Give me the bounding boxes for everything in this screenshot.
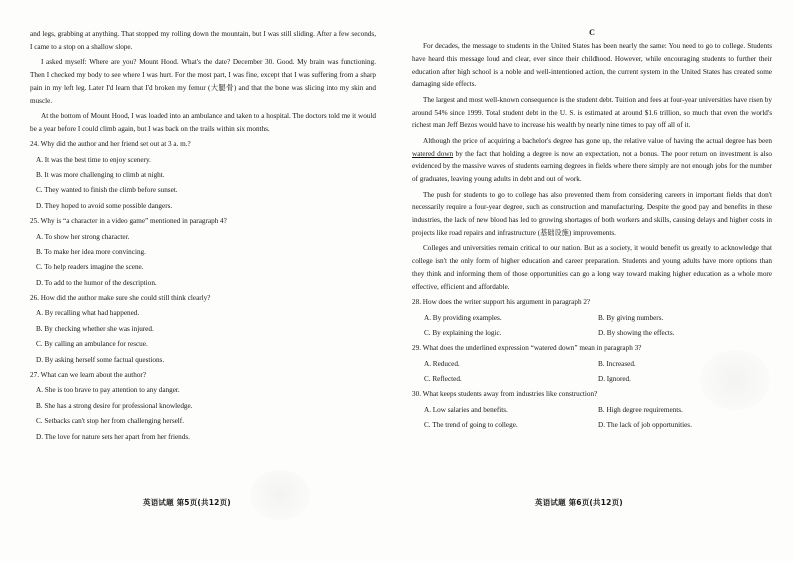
answer-option: A. Reduced. <box>424 359 460 368</box>
answer-option: C. To help readers imagine the scene. <box>36 263 144 272</box>
answer-option: A. It was the best time to enjoy scenery. <box>36 155 151 164</box>
question-stem: 26. How did the author make sure she could still think clearly? <box>30 294 211 303</box>
answer-options-row <box>424 404 772 417</box>
answer-option: B. By checking whether she was injured. <box>36 324 154 333</box>
paragraph-text: Although the price of acquiring a bachelor's degree has gone up, the relative value of having the actual degree has been <box>423 136 772 145</box>
page-footer: 英语试题 第6页(共12页) <box>535 498 623 507</box>
passage-paragraph: For decades, the message to students in the United States has been nearly the same: You need to go to college. Students have heard this message loud and clear, ever since their childhood. However, while encouraging students to further their education after high school is a noble and well-intentioned action, the current system in the United States has created some damaging side effects. <box>412 42 772 89</box>
answer-option: D. To add to the humor of the description. <box>36 278 157 287</box>
question-28 <box>412 296 772 340</box>
question-27 <box>30 369 376 443</box>
paragraph-text: by the fact that holding a degree is now an expectation, not a bonus. The poor return on investment is also evidenced by the massive waves of students earning degrees in fields where there simply are not enough jobs for the number of graduates, leaving young adults in debt and out of work. <box>412 149 773 184</box>
answer-option: C. Setbacks can't stop her from challenging herself. <box>36 417 184 426</box>
question-26 <box>30 292 376 366</box>
answer-option: C. They wanted to finish the climb before sunset. <box>36 186 178 195</box>
answer-options-row <box>424 327 772 340</box>
answer-options-row <box>424 312 772 325</box>
question-24 <box>30 138 376 212</box>
answer-option: C. By calling an ambulance for rescue. <box>36 340 148 349</box>
answer-option: A. By recalling what had happened. <box>36 309 140 318</box>
passage-paragraph: I asked myself: Where are you? Mount Hood. What's the date? December 30. Good. My brain was functioning. Then I checked my body to see where I was hurt. For the most part, I was fine, except that I was suffering from a sharp pain in my left leg. Later I'd learn that I'd broken my femur (大腿骨) and that the bone was slicing into my skin and muscle. <box>30 58 376 105</box>
question-stem: 30. What keeps students away from industries like construction? <box>412 390 598 399</box>
answer-option: D. The love for nature sets her apart from her friends. <box>36 432 190 441</box>
answer-option: B. High degree requirements. <box>598 405 683 414</box>
answer-options-row <box>424 358 772 371</box>
underlined-expression: watered down <box>412 149 454 158</box>
answer-option: A. Low salaries and benefits. <box>424 405 508 414</box>
section-title: C <box>589 28 595 37</box>
question-29 <box>412 342 772 386</box>
answer-options-row <box>424 419 772 432</box>
passage-paragraph: Colleges and universities remain critical to our nation. But as a society, it would benefit us greatly to acknowledge that college isn't the only form of higher education and career preparation. Students and young adults have more options than they think and informing them of those opportunities can go a long way toward making higher education as a whole more effective, efficient and affordable. <box>412 244 772 291</box>
answer-option: D. By showing the effects. <box>598 328 675 337</box>
question-stem: 27. What can we learn about the author? <box>30 371 147 380</box>
answer-options-row <box>424 373 772 386</box>
answer-option: A. She is too brave to pay attention to any danger. <box>36 386 180 395</box>
question-stem: 25. Why is “a character in a video game” mentioned in paragraph 4? <box>30 217 227 226</box>
answer-option: D. By asking herself some factual questions. <box>36 355 165 364</box>
left-page-column <box>30 28 376 446</box>
page-footer: 英语试题 第5页(共12页) <box>143 498 231 507</box>
answer-option: B. By giving numbers. <box>598 313 664 322</box>
answer-option: B. To make her idea more convincing. <box>36 247 146 256</box>
answer-option: C. By explaining the logic. <box>424 328 502 337</box>
answer-option: C. The trend of going to college. <box>424 421 518 430</box>
passage-paragraph: At the bottom of Mount Hood, I was loaded into an ambulance and taken to a hospital. The doctors told me it would be a year before I could climb again, but I was back on the trails within six months. <box>30 111 376 133</box>
passage-paragraph <box>412 135 772 186</box>
question-stem: 24. Why did the author and her friend set out at 3 a. m.? <box>30 140 191 149</box>
answer-option: D. The lack of job opportunities. <box>598 421 692 430</box>
right-page-column <box>412 28 772 435</box>
answer-option: C. Reflected. <box>424 375 462 384</box>
answer-option: D. Ignored. <box>598 375 631 384</box>
passage-paragraph: The largest and most well-known consequence is the student debt. Tuition and fees at four-year universities have risen by around 54% since 1999. Total student debt in the U. S. is estimated at around $1.6 trillion, so much that even the world's richest man Jeff Bezos would have to increase his wealth by nearly nine times to pay off all of it. <box>412 95 772 130</box>
answer-option: B. Increased. <box>598 359 636 368</box>
answer-option: B. It was more challenging to climb at night. <box>36 170 165 179</box>
question-25 <box>30 215 376 289</box>
passage-paragraph: The push for students to go to college has also prevented them from considering careers in important fields that don't necessarily require a four-year degree, such as construction and manufacturing. Despite the good pay and benefits in these industries, the lack of new blood has led to growing shortages of both workers and skills, causing delays and higher costs in projects like road repairs and infrastructure (基础设施) improvements. <box>412 190 772 237</box>
answer-option: A. By providing examples. <box>424 313 502 322</box>
question-stem: 28. How does the writer support his argument in paragraph 2? <box>412 298 591 307</box>
question-stem: 29. What does the underlined expression “watered down” mean in paragraph 3? <box>412 344 642 353</box>
answer-option: B. She has a strong desire for professional knowledge. <box>36 401 193 410</box>
question-30 <box>412 388 772 432</box>
answer-option: A. To show her strong character. <box>36 232 130 241</box>
scan-smudge <box>250 470 310 520</box>
answer-option: D. They hoped to avoid some possible dangers. <box>36 201 173 210</box>
passage-paragraph: and legs, grabbing at anything. That stopped my rolling down the mountain, but I was still sliding. After a few seconds, I came to a stop on a shallow slope. <box>30 30 376 51</box>
